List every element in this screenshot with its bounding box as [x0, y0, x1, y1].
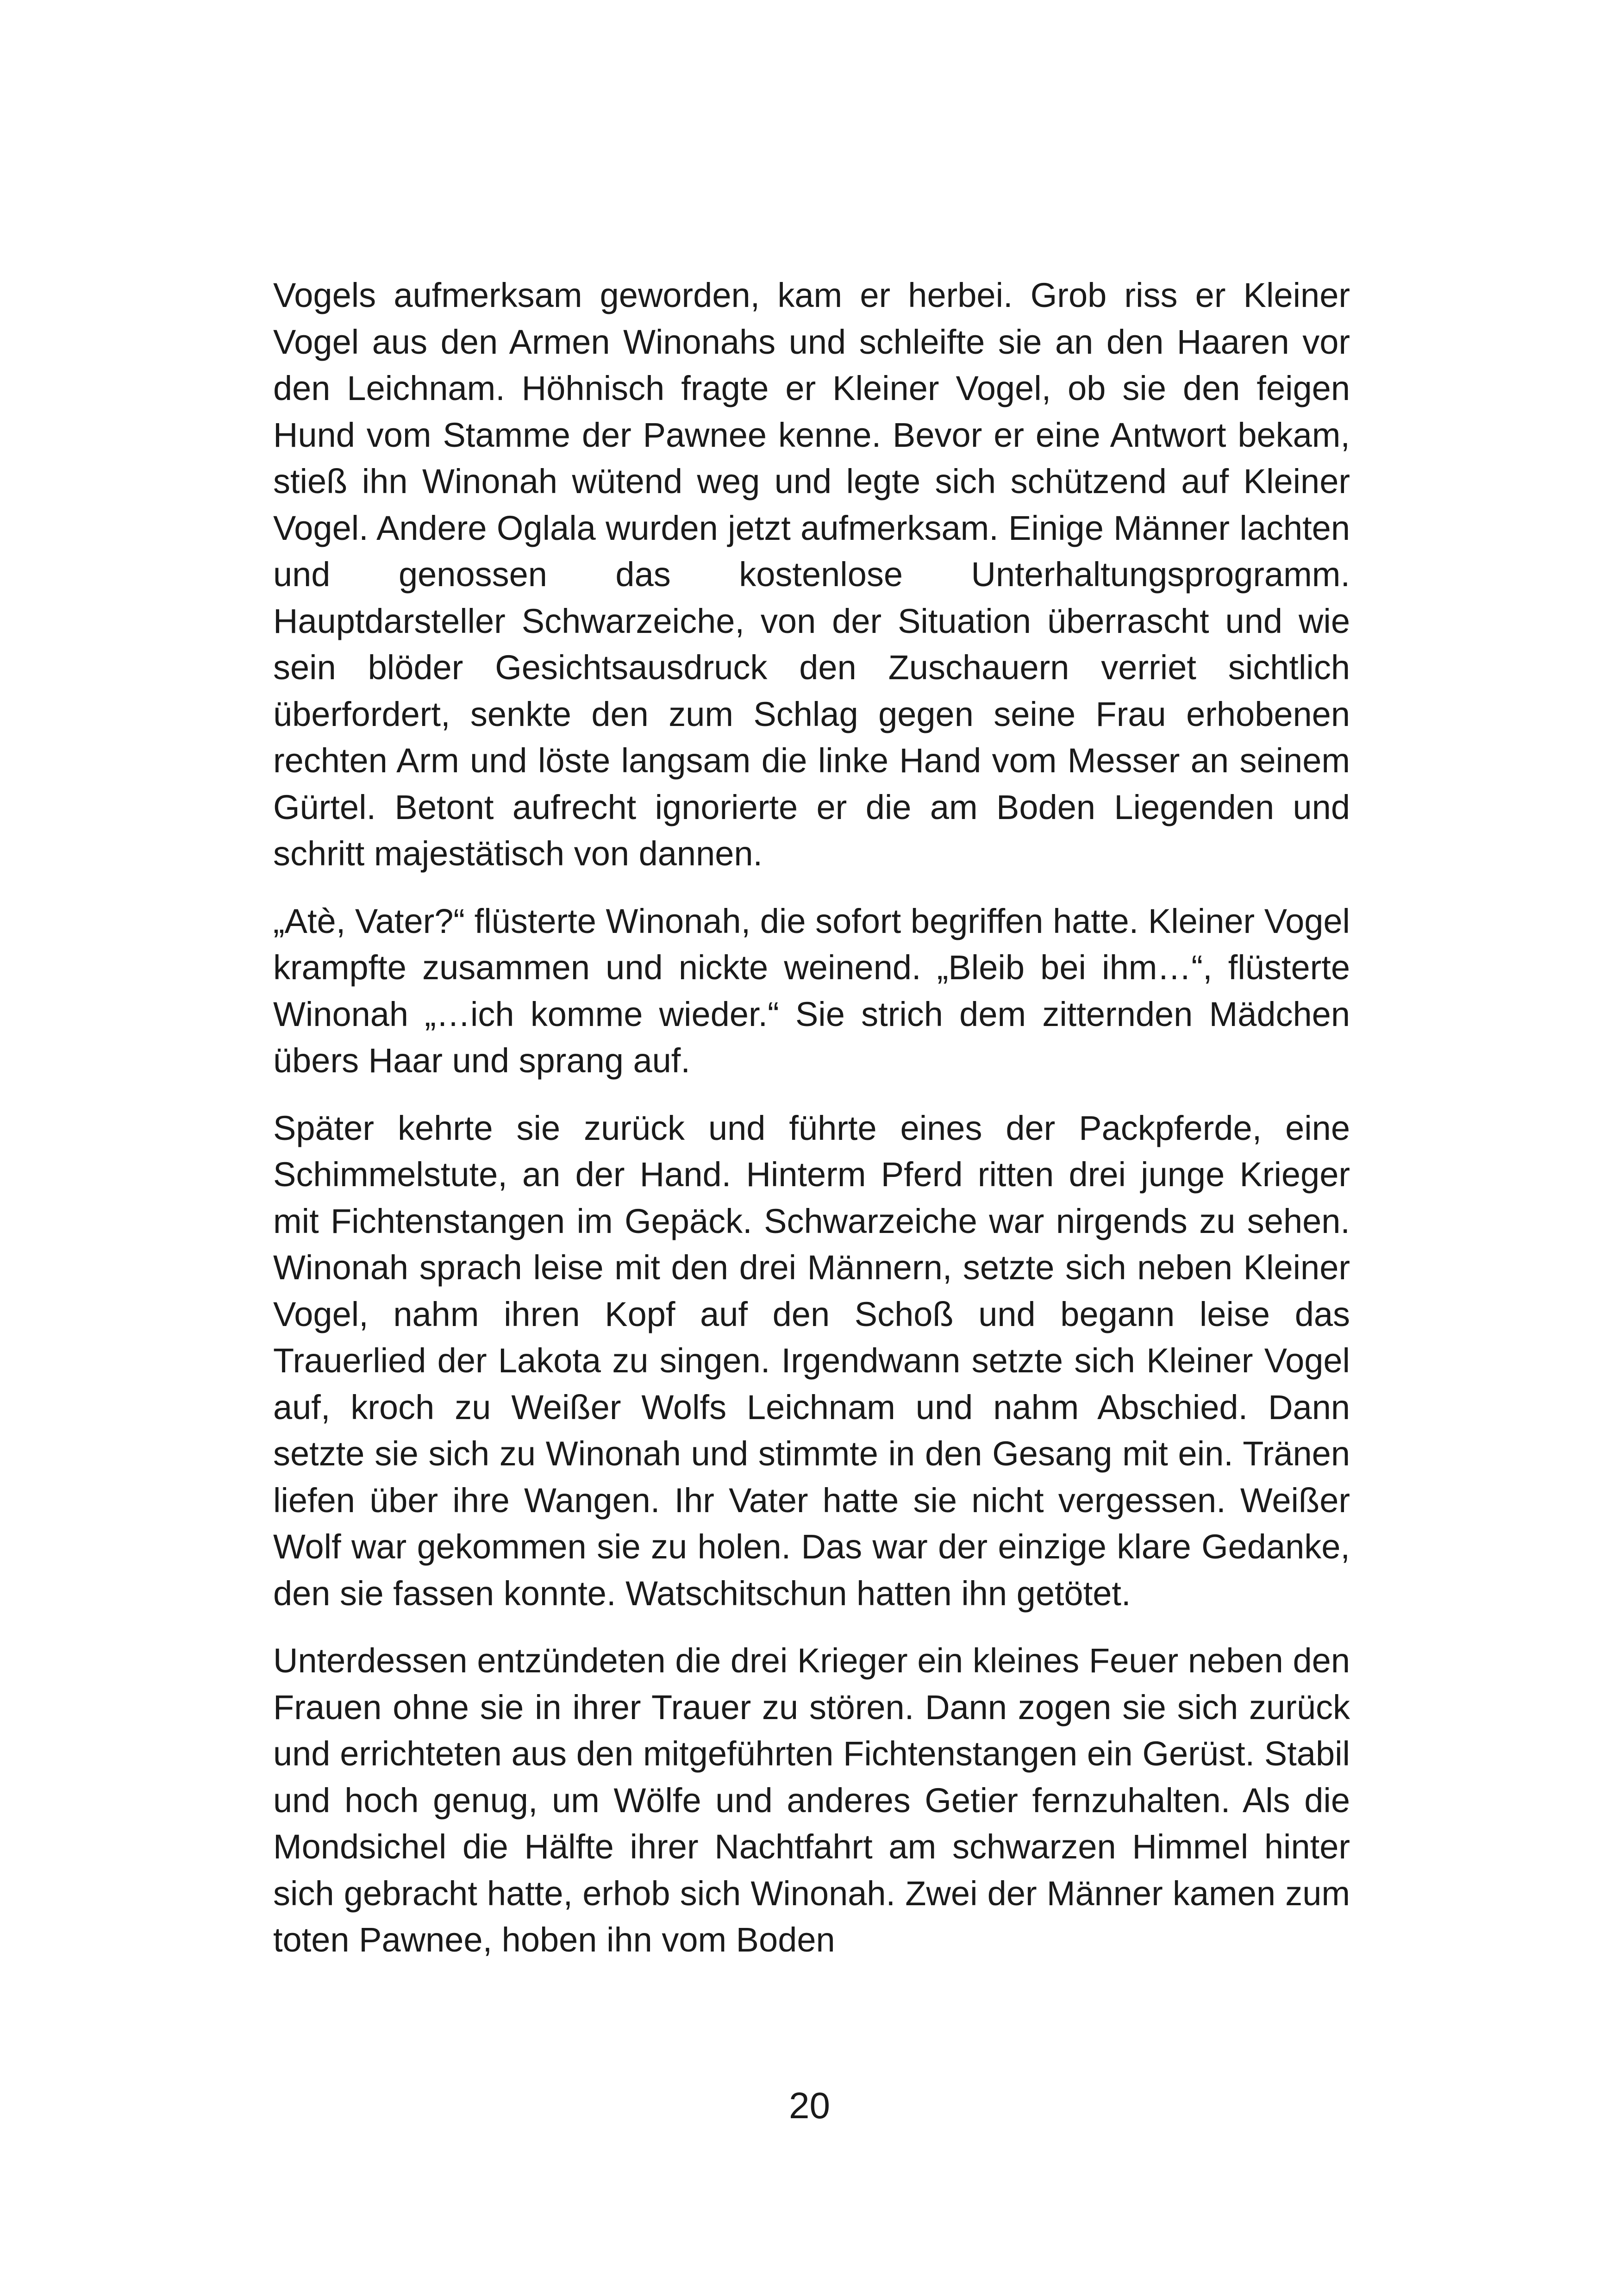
body-text — [273, 272, 1350, 1984]
paragraph-4: Unterdessen entzündeten die drei Krieger ein kleines Feuer neben den Frauen ohne sie in ihrer Trauer zu stören. Dann zogen sie sich zurück und errichteten aus den mitgeführten Fichtenstangen ein Gerüst. Stabil und hoch genug, um Wölfe und anderes Getier fernzuhalten. Als die Mondsichel die Hälfte ihrer Nachtfahrt am schwarzen Himmel hinter sich gebracht hatte, erhob sich Winonah. Zwei der Männer kamen zum toten Pawnee, hoben ihn vom Boden — [273, 1641, 1350, 1959]
paragraph-3: Später kehrte sie zurück und führte eines der Packpferde, eine Schimmelstute, an der Hand. Hinterm Pferd ritten drei junge Krieger mit Fichtenstangen im Gepäck. Schwarzeiche war nirgends zu sehen. Winonah sprach leise mit den drei Männern, setzte sich neben Kleiner Vogel, nahm ihren Kopf auf den Schoß und begann leise das Trauerlied der Lakota zu singen. Irgendwann setzte sich Kleiner Vogel auf, kroch zu Weißer Wolfs Leichnam und nahm Abschied. Dann setzte sie sich zu Winonah und stimmte in den Gesang mit ein. Tränen liefen über ihre Wangen. Ihr Vater hatte sie nicht vergessen. Weißer Wolf war gekommen sie zu holen. Das war der einzige klare Gedanke, den sie fassen konnte. Watschitschun hatten ihn getötet. — [273, 1108, 1350, 1613]
paragraph-2: „Atè, Vater?“ flüsterte Winonah, die sofort begriffen hatte. Kleiner Vogel krampfte zusammen und nickte weinend. „Bleib bei ihm…“, flüsterte Winonah „…ich komme wieder.“ Sie strich dem zitternden Mädchen übers Haar und sprang auf. — [273, 901, 1350, 1080]
page-number: 20 — [789, 2085, 830, 2126]
paragraph-1: Vogels aufmerksam geworden, kam er herbei. Grob riss er Kleiner Vogel aus den Armen Winonahs und schleifte sie an den Haaren vor den Leichnam. Höhnisch fragte er Kleiner Vogel, ob sie den feigen Hund vom Stamme der Pawnee kenne. Bevor er eine Antwort bekam, stieß ihn Winonah wütend weg und legte sich schützend auf Kleiner Vogel. Andere Oglala wurden jetzt aufmerksam. Einige Männer lachten und genossen das kostenlose Unterhaltungsprogramm. Hauptdarsteller Schwarzeiche, von der Situation überrascht und wie sein blöder Gesichtsausdruck den Zuschauern verriet sichtlich überfordert, senkte den zum Schlag gegen seine Frau erhobenen rechten Arm und löste langsam die linke Hand vom Messer an seinem Gürtel. Betont aufrecht ignorierte er die am Boden Liegenden und schritt majestätisch von dannen. — [273, 276, 1350, 873]
